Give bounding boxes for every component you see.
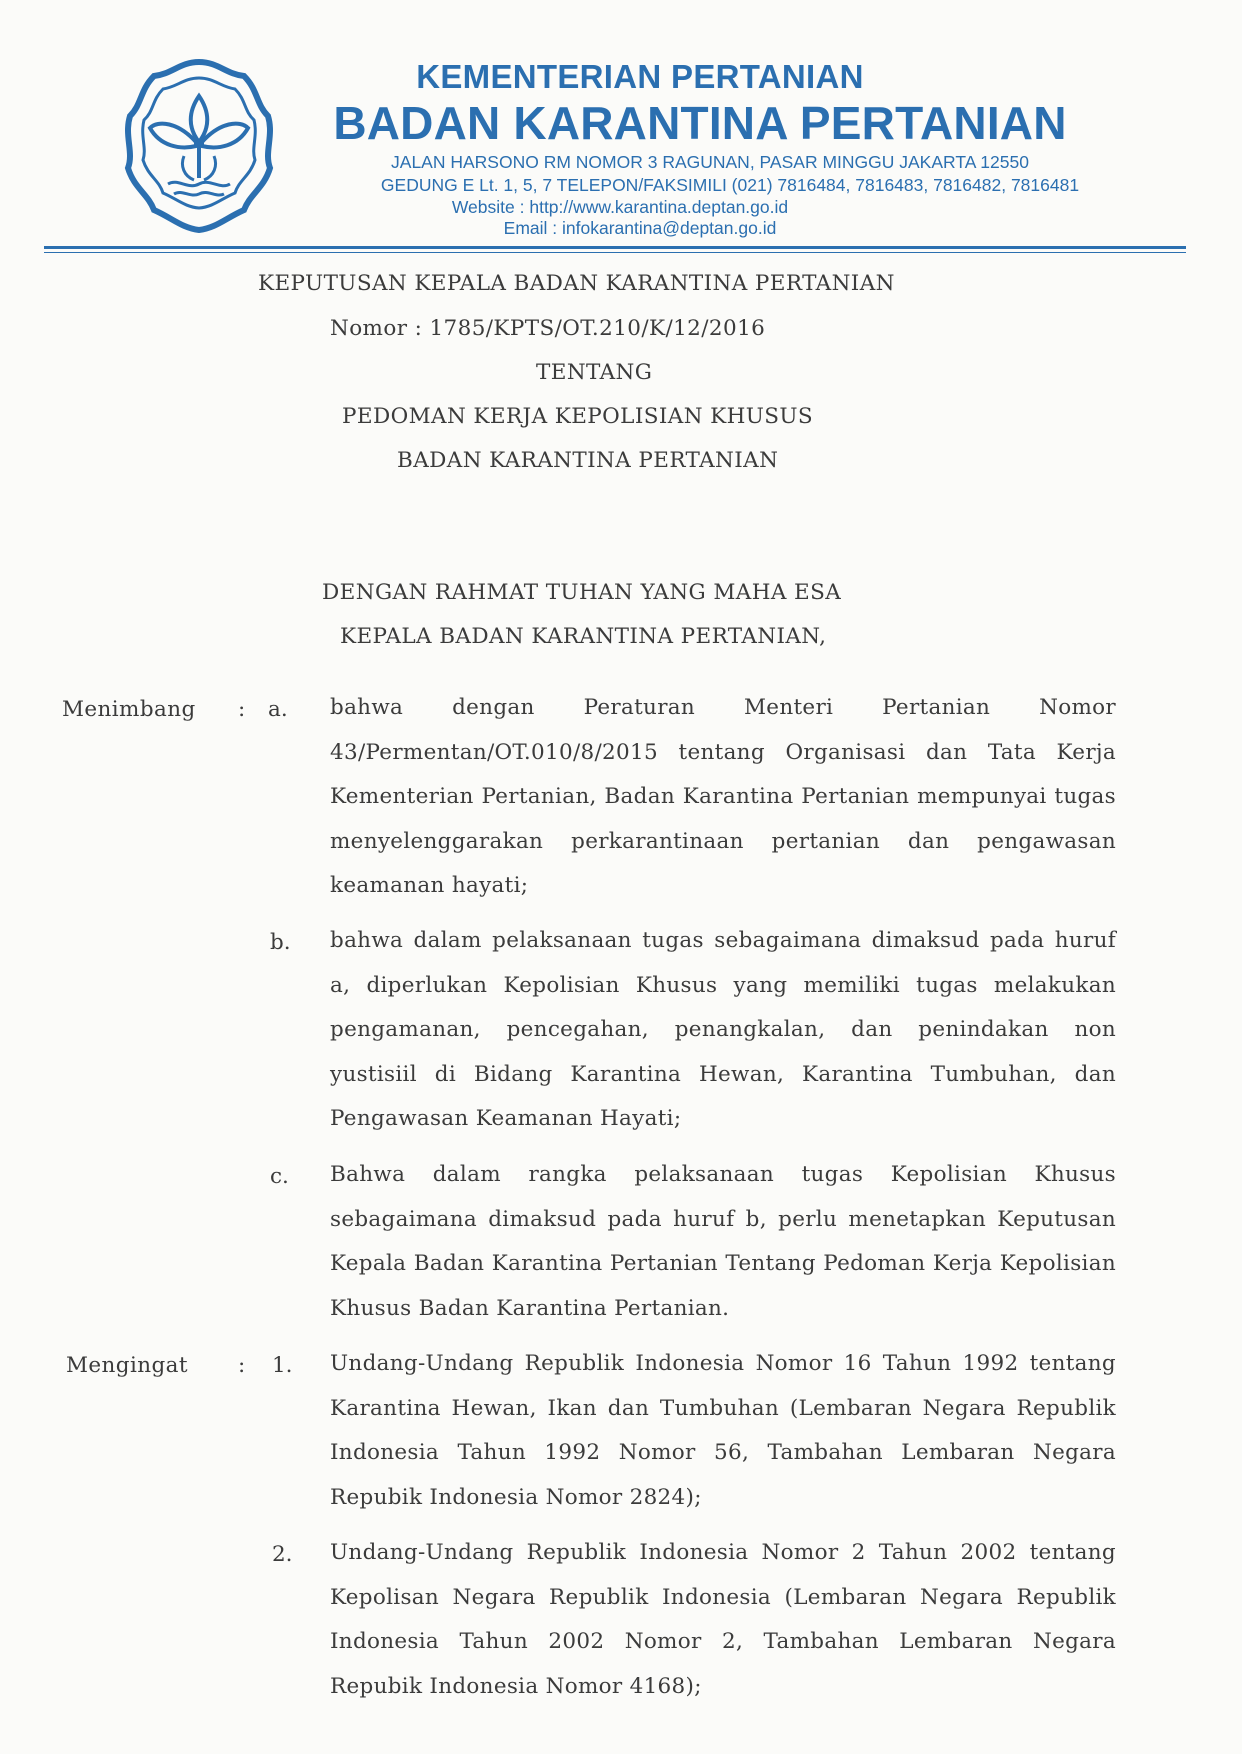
letterhead-divider-thick <box>44 246 1186 249</box>
menimbang-item-b: bahwa dalam pelaksanaan tugas sebagaimana dimaksud pada huruf a, diperlukan Kepolisian Khusus yang memiliki tugas melakukan pengamanan, pencegahan, penangkalan, dan penindakan non yustisiil di Bidang Karantina Hewan, Karantina Tumbuhan, dan Pengawasan Keamanan Hayati; <box>330 928 1116 1131</box>
mengingat-item-1: Undang-Undang Republik Indonesia Nomor 16 Tahun 1992 tentang Karantina Hewan, Ikan dan Tumbuhan (Lembaran Negara Republik Indonesia Tahun 1992 Nomor 56, Tambahan Lembaran Negara Repubik Indonesia Nomor 2824); <box>330 1351 1116 1510</box>
menimbang-item-a: bahwa dengan Peraturan Menteri Pertanian Nomor 43/Permentan/OT.010/8/2015 tentang Organisasi dan Tata Kerja Kementerian Pertanian, Badan Karantina Pertanian mempunyai tugas menyelenggarakan perkarantinaan pertanian dan pengawasan keamanan hayati; <box>330 695 1116 898</box>
menimbang-colon: : <box>238 697 246 722</box>
decree-number: Nomor : 1785/KPTS/OT.210/K/12/2016 <box>330 316 766 341</box>
menimbang-marker-a: a. <box>268 697 288 722</box>
mengingat-colon: : <box>238 1353 246 1378</box>
decree-subject-line-2: BADAN KARANTINA PERTANIAN <box>397 448 779 473</box>
ministry-name: KEMENTERIAN PERTANIAN <box>416 58 864 95</box>
mengingat-label: Mengingat <box>66 1353 188 1378</box>
address-line-1: JALAN HARSONO RM NOMOR 3 RAGUNAN, PASAR MINGGU JAKARTA 12550 <box>391 152 1029 172</box>
preamble-line-1: DENGAN RAHMAT TUHAN YANG MAHA ESA <box>322 580 842 605</box>
mengingat-item-2: Undang-Undang Republik Indonesia Nomor 2 Tahun 2002 tentang Kepolisan Negara Republik Indonesia (Lembaran Negara Republik Indonesia Tahun 2002 Nomor 2, Tambahan Lembaran Negara Repubik Indonesia Nomor 4168); <box>330 1540 1116 1699</box>
preamble-line-2: KEPALA BADAN KARANTINA PERTANIAN, <box>340 624 827 649</box>
letterhead-divider-thin <box>44 252 1186 253</box>
agency-name: BADAN KARANTINA PERTANIAN <box>333 97 1067 149</box>
mengingat-marker-2: 2. <box>272 1542 293 1567</box>
decree-subject-line-1: PEDOMAN KERJA KEPOLISIAN KHUSUS <box>342 404 814 429</box>
decree-about: TENTANG <box>536 360 653 385</box>
plant-leaves-emblem-icon <box>118 56 280 236</box>
menimbang-marker-c: c. <box>270 1164 289 1189</box>
email-text: Email : infokarantina@deptan.go.id <box>503 218 777 238</box>
mengingat-marker-1: 1. <box>272 1353 293 1378</box>
menimbang-marker-b: b. <box>270 930 291 955</box>
decree-title: KEPUTUSAN KEPALA BADAN KARANTINA PERTANIAN <box>258 271 895 296</box>
website-text: Website : http://www.karantina.deptan.go.id <box>451 197 789 217</box>
address-line-2: GEDUNG E Lt. 1, 5, 7 TELEPON/FAKSIMILI (021) 7816484, 7816483, 7816482, 7816481 <box>380 175 1080 195</box>
menimbang-label: Menimbang <box>62 697 196 722</box>
menimbang-item-c: Bahwa dalam rangka pelaksanaan tugas Kepolisian Khusus sebagaimana dimaksud pada huruf b, perlu menetapkan Keputusan Kepala Badan Karantina Pertanian Tentang Pedoman Kerja Kepolisian Khusus Badan Karantina Pertanian. <box>330 1162 1116 1321</box>
